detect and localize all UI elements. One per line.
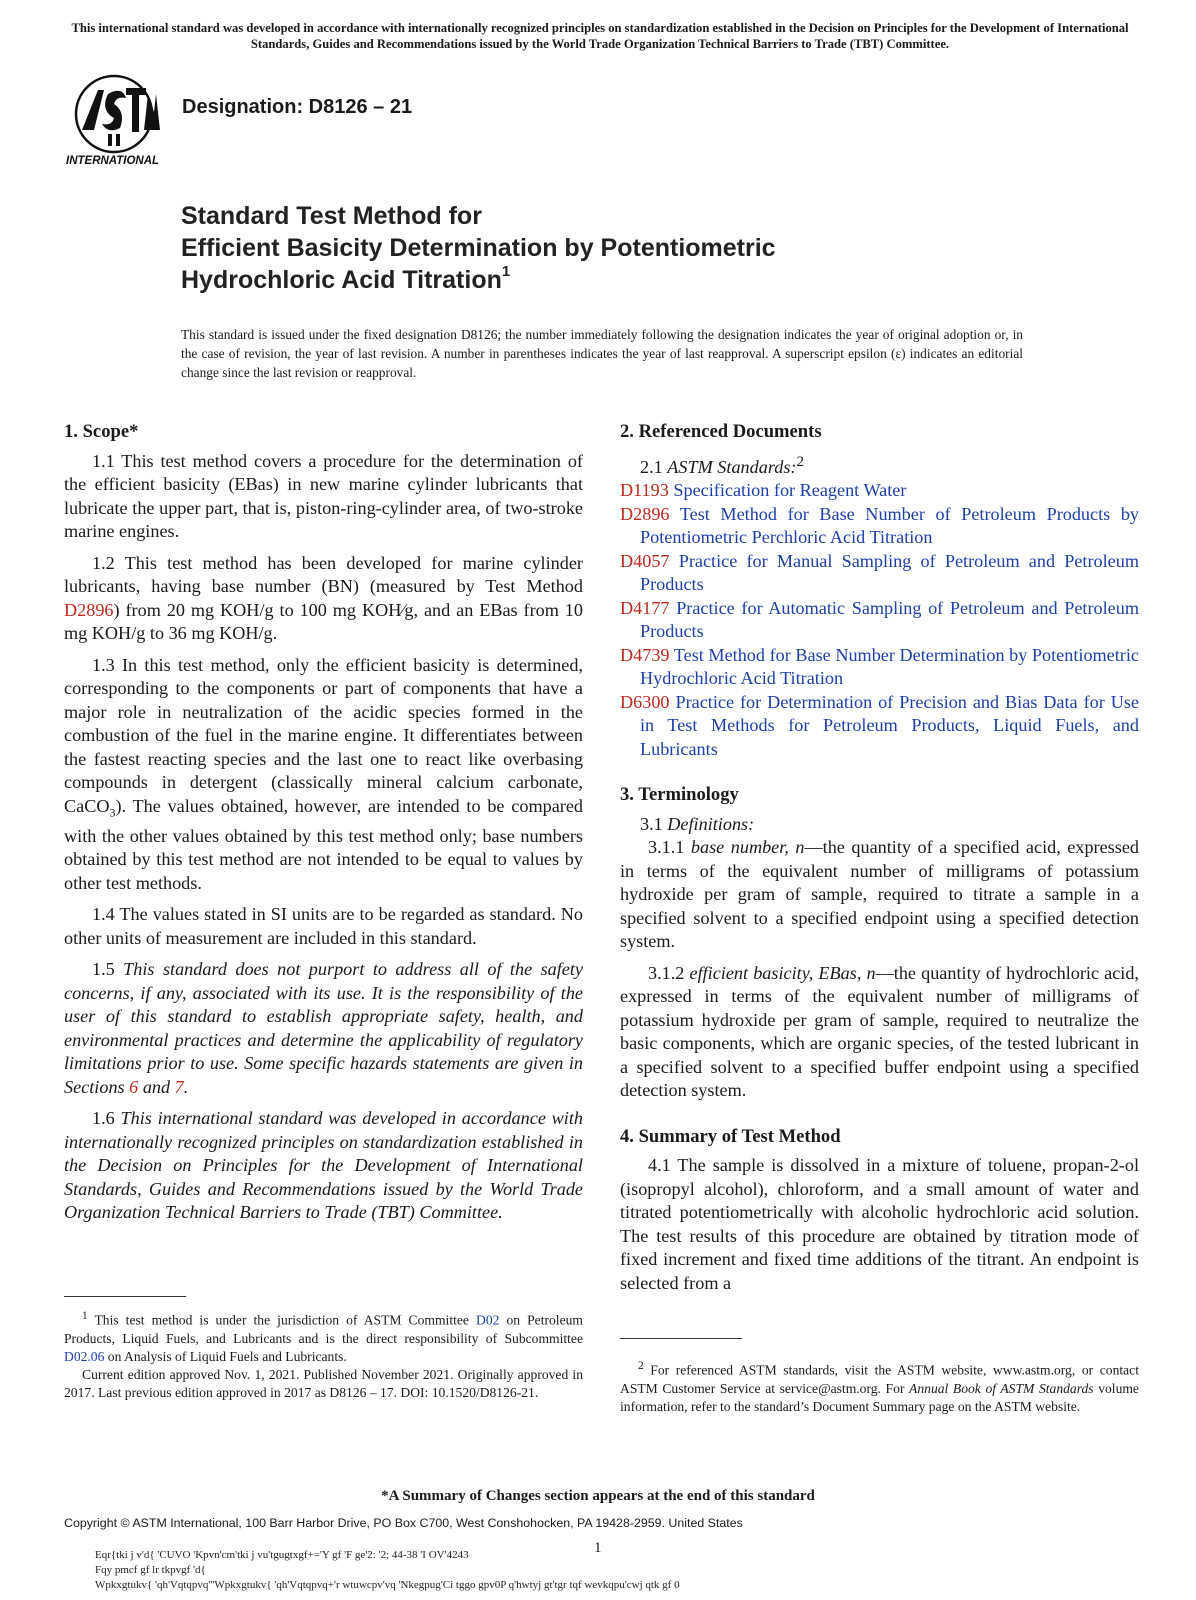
right-column	[620, 420, 1139, 1303]
title-line-2: Efficient Basicity Determination by Potentiometric	[181, 234, 776, 262]
link-d02[interactable]: D02	[476, 1312, 500, 1328]
section-terminology-heading: 3. Terminology	[620, 784, 739, 806]
para-1-5: 1.5 This standard does not purport to address all of the safety concerns, if any, associated with its use. It is the responsibility of the user of this standard to establish appropriate safety, health, and environmental practices and determine the applicability of regulatory limitations prior to use. Some specific hazards statements are given in Sections 6 and 7.	[64, 959, 583, 1097]
link-d2896[interactable]: D2896	[64, 599, 114, 620]
para-1-3: 1.3 In this test method, only the efficient basicity is determined, corresponding to the components or part of components that have a major role in neutralization of the acidic species formed in the combustion of the fuel in the marine engine. It differentiates between the fastest reacting species and the last one to react like overbasing compounds in detergent (classically mineral calcium carbonate, CaCO$_3$). The values obtained, however, are intended to be compared with the other values obtained by this test method only; base numbers obtained by this test method are not intended to be equal to values by other test methods.	[64, 654, 583, 893]
link-section-7[interactable]: 7	[174, 1076, 184, 1097]
reference-item[interactable]: D6300 Practice for Determination of Precision and Bias Data for Use in Test Methods for Petroleum Products, Liquid Fuels, and Lubricants	[620, 691, 1140, 759]
designation	[182, 96, 412, 119]
left-column	[64, 420, 583, 1233]
footnote-2: $^2$ For referenced ASTM standards, visit the ASTM website, www.astm.org, or contact ASTM Customer Service at service@astm.org. For Annual Book of ASTM Standards volume information, refer to the standard’s Document Summary page on the ASTM website.	[620, 1360, 1139, 1414]
term-base-number: 3.1.1 base number, n—the quantity of a specified acid, expressed in terms of the equivalent number of milligrams of potassium hydroxide per gram of sample, required to titrate a sample in a specified solvent to a specified endpoint using a specified detection system.	[620, 837, 1140, 952]
definitions-label: 3.1 Definitions:	[640, 813, 755, 834]
section-summary-heading: 4. Summary of Test Method	[620, 1125, 841, 1147]
title-footnote-mark[interactable]: 1	[501, 263, 511, 280]
logo-subtext: INTERNATIONAL	[66, 155, 160, 167]
astm-logo-icon	[64, 72, 168, 168]
title-line-1: Standard Test Method for	[181, 202, 482, 230]
summary-of-changes-note: *A Summary of Changes section appears at the end of this standard	[381, 1488, 815, 1504]
term-efficient-basicity: 3.1.2 efficient basicity, EBas, n—the quantity of hydrochloric acid, expressed in terms of the equivalent number of milligrams of potassium hydroxide per gram of sample, required to neutralize the basic components, which are organic species, of the tested lubricant in a specified solvent to a specified buffer endpoint using a specified detection system.	[620, 962, 1139, 1101]
link-d02-06[interactable]: D02.06	[64, 1348, 105, 1364]
para-1-2: 1.2 This test method has been developed for marine cylinder lubricants, having base number (BN) (measured by Test Method D2896) from 20 mg KOH/g to 100 mg KOH⁄g, and an EBas from 10 mg KOH/g to 36 mg KOH/g.	[64, 552, 583, 643]
para-1-6: 1.6 This international standard was developed in accordance with internationally recognized principles on standardization established in the Decision on Principles for the Development of International Standards, Guides and Recommendations issued by the World Trade Organization Technical Barriers to Trade (TBT) Committee.	[64, 1108, 584, 1223]
license-stamp: Eqr{tki j v'd{ 'CUVO 'Kpvn'cm'tki j vu'tgugtxgf+='Y gf 'F ge'2: '2; 44-38 'I OV'4243 Fqy pmcf gf lr tkpvgf 'd{ Wpkxgtukv{ 'qh'Vqtqpvq'''Wpkxgtukv{ 'qh'Vqtqpvq+'r wtuwcpv'vq 'Nkegpug'Ci tggo gpv0P q'hwtyj gt'tgr tqf wevkqpu'cwj qtk gf 0	[95, 1549, 680, 1591]
reference-list	[620, 479, 1139, 761]
footnote-1: $^1$ This test method is under the jurisdiction of ASTM Committee D02 on Petroleum Products, Liquid Fuels, and Lubricants and is the direct responsibility of Subcommittee D02.06 on Analysis of Liquid Fuels and Lubricants. Current edition approved Nov. 1, 2021. Published November 2021. Originally approved in 2017. Last previous edition approved in 2017 as D8126 – 17. DOI: 10.1520/D8126-21.	[64, 1307, 583, 1403]
page-number: 1	[594, 1540, 602, 1556]
para-1-1: 1.1 This test method covers a procedure for the determination of the efficient basicity (EBas) in new marine cylinder lubricants that lubricate the upper part, that is, piston-ring-cylinder area, of two-stroke marine engines.	[64, 450, 583, 541]
document-title	[181, 200, 941, 296]
footnote-2-block	[620, 1338, 1139, 1416]
astm-logo	[64, 72, 168, 168]
reference-item[interactable]: D4057 Practice for Manual Sampling of Petroleum and Petroleum Products	[620, 550, 1139, 595]
copyright-line: Copyright © ASTM International, 100 Barr Harbor Drive, PO Box C700, West Conshohocken, PA 19428-2959. United States	[64, 1516, 743, 1530]
section-scope-heading: 1. Scope*	[64, 421, 139, 442]
tbt-notice: This international standard was developed in accordance with internationally recognized principles on standardization established in the Decision on Principles for the Development of International Standards, Guides and Recommendations issued by the World Trade Organization Technical Barriers to Trade (TBT) Committee.	[71, 21, 1129, 51]
footnote-rule	[64, 1296, 186, 1297]
link-section-6[interactable]: 6	[129, 1076, 139, 1097]
reference-item[interactable]: D1193 Specification for Reagent Water	[620, 480, 907, 501]
footnote-1-block	[64, 1296, 583, 1403]
reference-item[interactable]: D4177 Practice for Automatic Sampling of Petroleum and Petroleum Products	[620, 597, 1139, 642]
para-4-1: 4.1 The sample is dissolved in a mixture of toluene, propan-2-ol (isopropyl alcohol), chloroform, and a small amount of water and titrated potentiometrically with alcoholic hydrochloric acid solution. The test results of this procedure are obtained by titration mode of fixed increment and fixed time additions of the titrant. An endpoint is selected from a	[620, 1155, 1139, 1293]
title-line-3: Hydrochloric Acid Titration$^1$	[181, 263, 511, 294]
footnote-2-mark[interactable]: 2	[796, 452, 805, 470]
section-refdocs-heading: 2. Referenced Documents	[620, 421, 822, 442]
reference-item[interactable]: D2896 Test Method for Base Number of Petroleum Products by Potentiometric Perchloric Acid Titration	[620, 503, 1140, 548]
designation-label: Designation: D8126 – 21	[182, 96, 413, 118]
reference-item[interactable]: D4739 Test Method for Base Number Determination by Potentiometric Hydrochloric Acid Titration	[620, 644, 1139, 689]
para-1-4: 1.4 The values stated in SI units are to be regarded as standard. No other units of measurement are included in this standard.	[64, 904, 583, 948]
issuance-note: This standard is issued under the fixed designation D8126; the number immediately following the designation indicates the year of original adoption or, in the case of revision, the year of last revision. A number in parentheses indicates the year of last reapproval. A superscript epsilon (ε) indicates an editorial change since the last revision or reapproval.	[181, 327, 1023, 380]
astm-standards-label: 2.1 ASTM Standards:$^2$	[640, 452, 805, 477]
footnote-rule	[620, 1338, 742, 1339]
footnote-1-edition: Current edition approved Nov. 1, 2021. Published November 2021. Originally approved in 2017. Last previous edition approved in 2017 as D8126 – 17. DOI: 10.1520/D8126-21.	[64, 1367, 583, 1401]
